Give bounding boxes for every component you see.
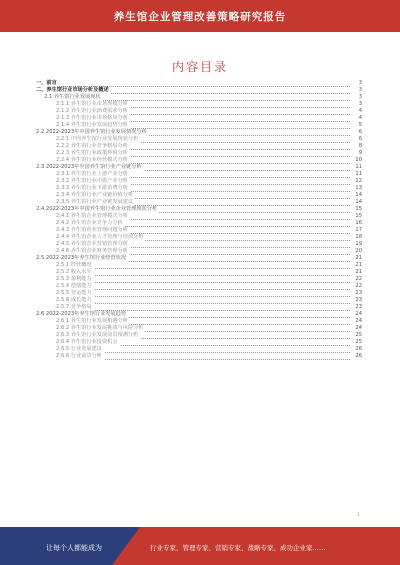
toc-entry[interactable] bbox=[36, 339, 362, 346]
page-footer bbox=[0, 527, 400, 565]
toc-entry-page: 3 bbox=[352, 94, 362, 101]
toc-entry-label: 2.5.7 竞争格局 bbox=[36, 304, 94, 311]
footer-slogan-left: 让每个人都能成为 bbox=[46, 544, 102, 552]
toc-entry-page: 3 bbox=[352, 80, 362, 87]
toc-entry-page: 17 bbox=[352, 227, 362, 234]
toc-entry-label: 2.4.5 养生馆企业营销管理分析 bbox=[36, 241, 130, 248]
toc-entry-page: 15 bbox=[352, 213, 362, 220]
toc-entry[interactable] bbox=[36, 346, 362, 353]
toc-entry[interactable] bbox=[36, 164, 362, 171]
toc-entry-page: 24 bbox=[352, 318, 362, 325]
toc-entry-label: 2.6.3 养生馆行业发展前景预测分析 bbox=[36, 332, 140, 339]
toc-entry-label: 2.1.2 养生馆行业消费需求分析 bbox=[36, 108, 130, 115]
toc-entry-page: 26 bbox=[352, 346, 362, 353]
toc-entry[interactable] bbox=[36, 94, 362, 101]
toc-entry-page: 23 bbox=[352, 290, 362, 297]
toc-entry-page: 11 bbox=[352, 171, 362, 178]
toc-entry-page: 4 bbox=[352, 115, 362, 122]
toc-entry[interactable] bbox=[36, 234, 362, 241]
toc-entry-page: 15 bbox=[352, 206, 362, 213]
toc-entry-label: 2.3.1 养生馆行业上游产业分析 bbox=[36, 171, 130, 178]
toc-entry[interactable] bbox=[36, 213, 362, 220]
toc-entry[interactable] bbox=[36, 206, 362, 213]
toc-entry-page: 14 bbox=[352, 192, 362, 199]
toc-entry-label: 2.2 2022-2023年中国养生馆行业发展情况分析 bbox=[36, 129, 147, 135]
toc-entry[interactable] bbox=[36, 115, 362, 122]
toc-entry[interactable] bbox=[36, 241, 362, 248]
footer-slogan-right: 行业专家、管理专家、营销专家、战略专家、成功企业家…… bbox=[150, 544, 326, 552]
toc-entry-label: 2.4.6 养生馆企业财务管理分析 bbox=[36, 248, 130, 255]
toc-entry-page: 23 bbox=[352, 297, 362, 304]
toc-entry[interactable] bbox=[36, 101, 362, 108]
toc-entry[interactable] bbox=[36, 171, 362, 178]
toc-leader-dots bbox=[36, 80, 350, 87]
toc-entry-label: 2.5.2 收入水平 bbox=[36, 269, 94, 276]
toc-heading: 内容目录 bbox=[171, 60, 228, 74]
toc-entry[interactable] bbox=[36, 157, 362, 164]
report-title: 养生馆企业管理改善策略研究报告 bbox=[113, 11, 287, 23]
toc-entry[interactable] bbox=[36, 108, 362, 115]
toc-entry[interactable] bbox=[36, 227, 362, 234]
toc-entry-label: 2.4.4 养生馆企业人才管理与培训分析 bbox=[36, 234, 145, 241]
page-marker: 1 bbox=[356, 512, 360, 518]
toc-entry-page: 8 bbox=[352, 143, 362, 150]
toc-entry-label: 二、养生馆行业市场分析及概述 bbox=[36, 87, 109, 93]
toc-entry-label: 2.6 2022-2023年养生馆行业发展趋势 bbox=[36, 311, 127, 317]
toc-entry[interactable] bbox=[36, 199, 362, 206]
toc-entry-page: 26 bbox=[352, 353, 362, 360]
toc-entry[interactable] bbox=[36, 290, 362, 297]
toc-entry[interactable] bbox=[36, 283, 362, 290]
toc-entry-label: 2.3.3 养生馆行业下游消费分析 bbox=[36, 185, 130, 192]
toc-entry-label: 2.1.4 养生馆行业发展趋势分析 bbox=[36, 122, 130, 129]
toc-entry-label: 2.3.5 养生馆行业产业链发展建议 bbox=[36, 199, 135, 206]
toc-entry[interactable] bbox=[36, 311, 362, 318]
toc-entry-page: 22 bbox=[352, 276, 362, 283]
toc-entry-page: 21 bbox=[352, 255, 362, 262]
toc-entry[interactable] bbox=[36, 136, 362, 143]
toc-entry[interactable] bbox=[36, 304, 362, 311]
toc-entry[interactable] bbox=[36, 150, 362, 157]
toc-entry[interactable] bbox=[36, 262, 362, 269]
toc-entry[interactable] bbox=[36, 276, 362, 283]
toc-entry-label: 2.3 2022-2023年中国养生馆行业产业链分析 bbox=[36, 164, 142, 170]
toc-entry-label: 2.4 2022-2023年中国养生馆行业企业管理现状分析 bbox=[36, 206, 158, 212]
toc-entry-page: 3 bbox=[352, 87, 362, 94]
toc-entry-label: 2.3.2 养生馆行业中游产业分析 bbox=[36, 178, 130, 185]
toc-entry-label: 2.5 2022-2023年养生馆行业经营状况 bbox=[36, 255, 127, 261]
toc-entry[interactable] bbox=[36, 178, 362, 185]
toc-entry[interactable] bbox=[36, 80, 362, 87]
toc-entry-label: 2.6.4 养生馆行业投资机会 bbox=[36, 339, 120, 346]
toc-entry[interactable] bbox=[36, 325, 362, 332]
toc-entry[interactable] bbox=[36, 297, 362, 304]
toc-entry[interactable] bbox=[36, 248, 362, 255]
toc-entry-label: 一、前言 bbox=[36, 80, 57, 86]
toc-entry-label: 2.6.6 行业前景分析 bbox=[36, 353, 104, 360]
toc-entry[interactable] bbox=[36, 353, 362, 360]
toc-entry-label: 2.2.1 中国养生馆行业发展现状分析 bbox=[36, 136, 140, 143]
toc-entry-page: 25 bbox=[352, 332, 362, 339]
toc-entry-label: 2.5.3 盈利能力 bbox=[36, 276, 94, 283]
toc-entry-label: 2.1 养生馆行业发展现状 bbox=[36, 94, 103, 101]
toc-entry-page: 25 bbox=[352, 339, 362, 346]
toc-entry-page: 18 bbox=[352, 234, 362, 241]
toc-entry-label: 2.1.3 养生馆行业市场格局分析 bbox=[36, 115, 130, 122]
toc-entry-page: 20 bbox=[352, 248, 362, 255]
toc-entry-label: 2.2.2 养生馆行业竞争格局分析 bbox=[36, 143, 130, 150]
toc-entry-label: 2.4.3 养生馆企业管理问题分析 bbox=[36, 227, 130, 234]
toc-entry-page: 13 bbox=[352, 185, 362, 192]
toc-entry-label: 2.6.1 养生馆行业发展机遇分析 bbox=[36, 318, 130, 325]
toc-entry-label: 2.6.5 行业发展建议 bbox=[36, 346, 104, 353]
toc-entry-page: 10 bbox=[352, 157, 362, 164]
toc-entry-label: 2.2.4 养生馆行业经营模式分析 bbox=[36, 157, 130, 164]
toc-entry[interactable] bbox=[36, 87, 362, 94]
toc-entry-page: 21 bbox=[352, 269, 362, 276]
toc-entry-label: 2.5.5 营运能力 bbox=[36, 290, 94, 297]
toc-entry-page: 14 bbox=[352, 199, 362, 206]
toc-entry-page: 24 bbox=[352, 311, 362, 318]
table-of-contents bbox=[36, 80, 362, 360]
toc-entry[interactable] bbox=[36, 129, 362, 136]
toc-entry-page: 6 bbox=[352, 129, 362, 136]
toc-entry-page: 9 bbox=[352, 150, 362, 157]
toc-entry-page: 4 bbox=[352, 108, 362, 115]
toc-entry-page: 3 bbox=[352, 101, 362, 108]
toc-entry-page: 21 bbox=[352, 262, 362, 269]
toc-entry-page: 19 bbox=[352, 241, 362, 248]
toc-entry-label: 2.6.2 养生馆行业发展挑战与风险分析 bbox=[36, 325, 145, 332]
toc-entry-label: 2.4.2 养生馆企业竞争力分析 bbox=[36, 220, 125, 227]
toc-entry-page: 24 bbox=[352, 325, 362, 332]
toc-entry[interactable] bbox=[36, 255, 362, 262]
toc-entry-label: 2.5.4 偿债能力 bbox=[36, 283, 94, 290]
toc-entry-label: 2.5.1 经营概况 bbox=[36, 262, 94, 269]
toc-entry-label: 2.3.4 养生馆行业产业链价值分析 bbox=[36, 192, 135, 199]
toc-entry-page: 12 bbox=[352, 178, 362, 185]
toc-entry[interactable] bbox=[36, 220, 362, 227]
toc-entry[interactable] bbox=[36, 269, 362, 276]
toc-entry-page: 22 bbox=[352, 283, 362, 290]
toc-entry[interactable] bbox=[36, 318, 362, 325]
toc-entry[interactable] bbox=[36, 185, 362, 192]
toc-entry-page: 5 bbox=[352, 122, 362, 129]
toc-entry[interactable] bbox=[36, 143, 362, 150]
toc-entry-page: 16 bbox=[352, 220, 362, 227]
toc-entry[interactable] bbox=[36, 332, 362, 339]
toc-entry[interactable] bbox=[36, 122, 362, 129]
page-header-bar bbox=[0, 0, 400, 32]
toc-entry-label: 2.5.6 成长能力 bbox=[36, 297, 94, 304]
toc-entry-page: 23 bbox=[352, 304, 362, 311]
toc-entry-label: 2.2.3 养生馆行业政策环境分析 bbox=[36, 150, 130, 157]
toc-entry-page: 6 bbox=[352, 136, 362, 143]
toc-entry-label: 2.4.1 养生馆企业管理模式分析 bbox=[36, 213, 130, 220]
toc-entry-label: 2.1.1 养生馆行业市场规模分析 bbox=[36, 101, 130, 108]
toc-entry-page: 11 bbox=[352, 164, 362, 171]
toc-entry[interactable] bbox=[36, 192, 362, 199]
